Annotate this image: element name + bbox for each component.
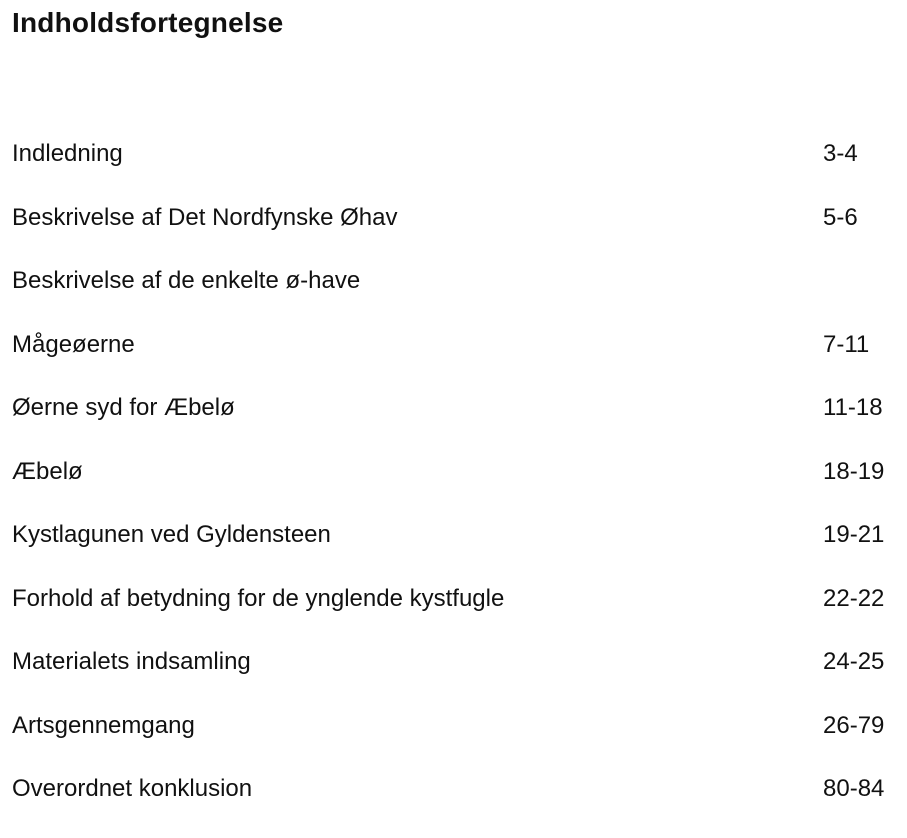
toc-entry	[12, 266, 892, 330]
toc-entry-pages: 80-84	[823, 775, 885, 802]
toc-entry-label: Kystlagunen ved Gyldensteen	[12, 521, 331, 548]
toc-entry	[12, 457, 892, 521]
toc-entry-pages: 22-22	[823, 584, 885, 612]
toc-entry	[12, 203, 892, 267]
page-title: Indholdsfortegnelse	[12, 7, 284, 38]
toc-entry-label: Beskrivelse af Det Nordfynske Øhav	[12, 203, 398, 231]
toc-entry-label: Overordnet konklusion	[12, 775, 253, 802]
toc-entry-label: Mågeøerne	[12, 330, 135, 358]
toc-entry	[12, 393, 892, 457]
toc-entry-label: Indledning	[12, 140, 123, 167]
toc-entry-pages: 24-25	[823, 648, 885, 675]
toc-entry-label: Materialets indsamling	[12, 648, 251, 675]
toc-entry-label: Øerne syd for Æbelø	[12, 394, 235, 421]
toc-entry-pages: 3-4	[823, 140, 858, 167]
toc-entry-label: Artsgennemgang	[12, 711, 195, 739]
toc-entry-pages: 26-79	[823, 711, 885, 739]
toc-entry-label: Beskrivelse af de enkelte ø-have	[12, 267, 361, 294]
toc-entry-pages: 11-18	[823, 394, 883, 421]
toc-entry	[12, 711, 892, 775]
toc-entry	[12, 647, 892, 711]
toc-entry-label: Æbelø	[12, 457, 83, 485]
toc-entry-pages: 18-19	[823, 457, 885, 485]
toc-entry-pages: 7-11	[823, 330, 870, 358]
toc-entry	[12, 584, 892, 648]
toc-entry	[12, 520, 892, 584]
toc-entry-pages: 5-6	[823, 203, 858, 231]
table-of-contents	[12, 139, 892, 838]
toc-entry-pages: 19-21	[823, 521, 885, 548]
toc-entry	[12, 774, 892, 838]
toc-entry	[12, 330, 892, 394]
toc-entry-label: Forhold af betydning for de ynglende kystfugle	[12, 584, 505, 612]
toc-entry	[12, 139, 892, 203]
